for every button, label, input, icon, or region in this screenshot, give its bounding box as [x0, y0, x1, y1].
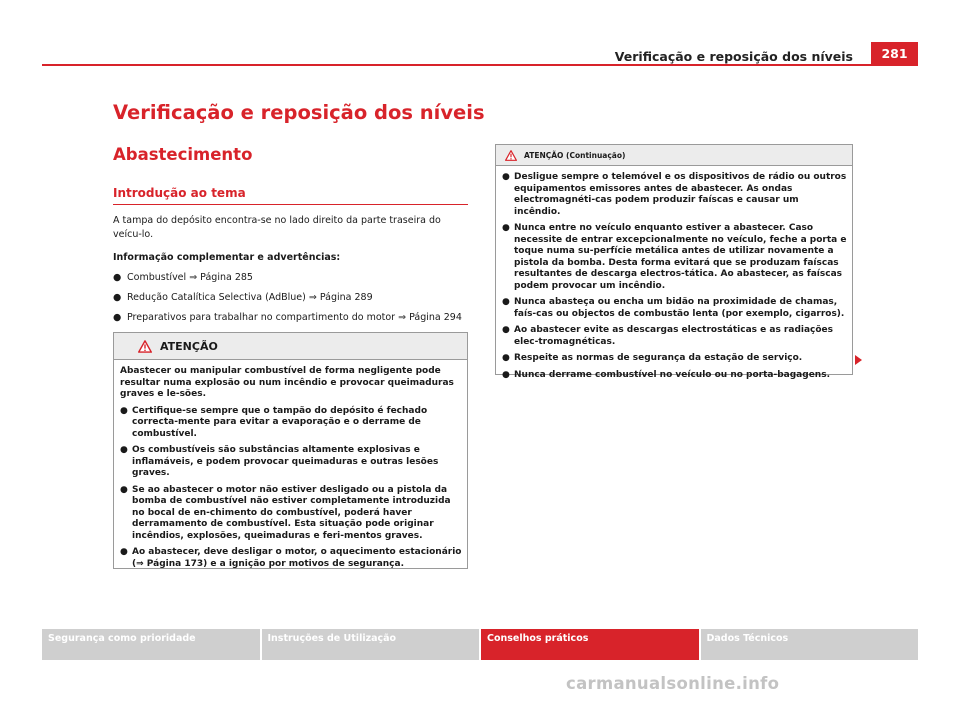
bullet: ●: [113, 312, 122, 323]
warning-item: [120, 445, 462, 480]
bullet: ●: [502, 223, 510, 233]
warning-item-text: Desligue sempre o telemóvel e os dispositivos de rádio ou outros equipamentos emissores antes de abastecer. As ondas electromagnéti-cas podem produzir faíscas e causar um incêndio.: [514, 172, 847, 217]
bullet: ●: [120, 547, 128, 557]
warning-item: [502, 223, 847, 292]
warning-item-text: Nunca entre no veículo enquanto estiver a abastecer. Caso necessite de entrar excepcionalmente no veículo, feche a porta e toque numa su-perfície metálica antes de utilizar novamente a pistola da bomba. Desta forma evitará que se produzam faíscas resultantes de descarga electros-tática. Ao abastecer, as faíscas podem provocar um incêndio.: [514, 223, 847, 291]
info-heading: Informação complementar e advertências:: [113, 252, 341, 263]
reference-item: [113, 311, 465, 325]
warning-body: [496, 166, 852, 381]
warning-item-text: Os combustíveis são substâncias altamente explosivas e inflamáveis, e podem provocar queimaduras e outras lesões graves.: [132, 445, 439, 478]
warning-body: [114, 360, 467, 570]
warning-item: [502, 297, 847, 320]
warning-header: [496, 145, 852, 166]
warning-item: [502, 325, 847, 348]
warning-box: [113, 332, 468, 569]
warning-item: [502, 172, 847, 218]
header-rule: [42, 64, 918, 66]
warning-box-continued: [495, 144, 853, 380]
intro-paragraph: A tampa do depósito encontra-se no lado direito da parte traseira do veícu-lo.: [113, 215, 441, 240]
warning-item-text: Nunca abasteça ou encha um bidão na proximidade de chamas, faís-cas ou objectos de combustão lenta (por exemplo, cigarros).: [514, 297, 845, 319]
bullet: ●: [113, 272, 122, 283]
section-title: Abastecimento: [113, 145, 253, 164]
bullet: ●: [120, 445, 128, 455]
warning-item: [120, 485, 462, 543]
footer-tab-technical-data[interactable]: Dados Técnicos: [701, 629, 919, 660]
warning-triangle-icon: [505, 150, 517, 161]
bullet: ●: [502, 297, 510, 307]
reference-item: [113, 291, 465, 305]
bullet: ●: [113, 292, 122, 303]
warning-item: [502, 370, 847, 382]
footer-tab-practical-advice[interactable]: Conselhos práticos: [481, 629, 699, 660]
footer-tab-instructions[interactable]: Instruções de Utilização: [262, 629, 480, 660]
bullet: ●: [120, 405, 128, 416]
warning-item-text: Ao abastecer evite as descargas electrostáticas e as radiações elec-tromagnéticas.: [514, 325, 834, 347]
footer-tabs: [42, 629, 918, 660]
reference-item: [113, 271, 465, 285]
warning-title: ATENÇÃO: [160, 339, 218, 353]
warning-header: [114, 333, 467, 360]
warning-item-text: Nunca derrame combustível no veículo ou no porta-bagagens.: [514, 369, 830, 380]
reference-text[interactable]: Preparativos para trabalhar no compartimento do motor ⇒ Página 294: [127, 312, 462, 323]
warning-item: [120, 547, 462, 570]
footer-tab-safety[interactable]: Segurança como prioridade: [42, 629, 260, 660]
warning-item-text: Ao abastecer, deve desligar o motor, o aquecimento estacionário (⇒ Página 173) e a ignição por motivos de segurança.: [132, 547, 462, 569]
bullet: ●: [120, 484, 128, 495]
watermark: carmanualsonline.info: [566, 674, 780, 693]
bullet: ●: [502, 172, 510, 182]
bullet: ●: [502, 353, 510, 363]
subsection-rule: [113, 204, 468, 205]
reference-text[interactable]: Combustível ⇒ Página 285: [127, 272, 253, 283]
warning-item-text: Se ao abastecer o motor não estiver desligado ou a pistola da bomba de combustível não estiver completamente introduzida no bocal de en-chimento do combustível, poderá haver derramamento de combustível. Esta situação pode originar incêndios, explosões, queimaduras e feri-mentos graves.: [132, 484, 451, 541]
warning-triangle-icon: [138, 340, 152, 353]
subsection-title: Introdução ao tema: [113, 186, 246, 200]
warning-item: [120, 406, 462, 441]
bullet: ●: [502, 369, 510, 380]
warning-item: [502, 353, 847, 365]
warning-item-text: Certifique-se sempre que o tampão do depósito é fechado correcta-mente para evitar a evaporação e o derrame de combustível.: [132, 405, 428, 439]
reference-text[interactable]: Redução Catalítica Selectiva (AdBlue) ⇒ Página 289: [127, 292, 373, 303]
warning-title: ATENÇÃO (Continuação): [524, 150, 626, 160]
left-column: [113, 214, 465, 331]
continue-arrow-icon: [855, 355, 862, 365]
warning-intro: Abastecer ou manipular combustível de forma negligente pode resultar numa explosão ou num incêndio e provocar queimaduras graves e le-sões.: [120, 366, 454, 399]
bullet: ●: [502, 325, 510, 335]
warning-item-text: Respeite as normas de segurança da estação de serviço.: [514, 353, 803, 363]
page-number: 281: [871, 42, 918, 66]
running-header-title: Verificação e reposição dos níveis: [614, 49, 853, 64]
chapter-title: Verificação e reposição dos níveis: [113, 101, 485, 124]
